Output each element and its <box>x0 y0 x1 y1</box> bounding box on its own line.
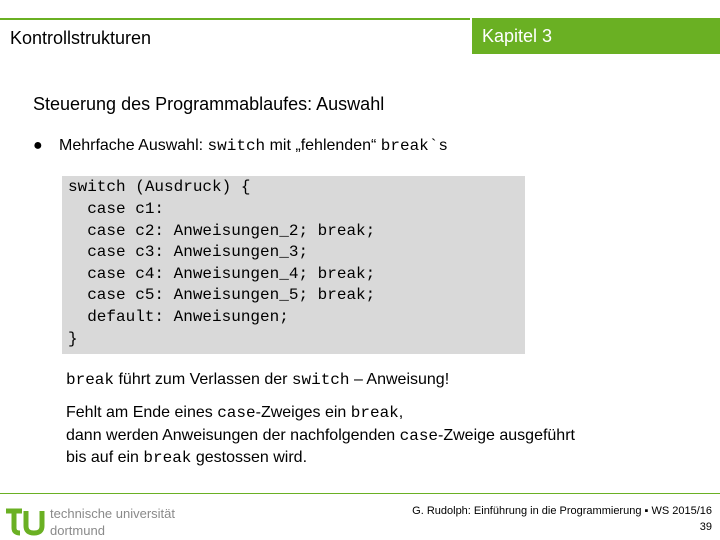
note-keyword-switch: switch <box>291 371 350 389</box>
university-name <box>50 505 175 539</box>
code-line: case c2: Anweisungen_2; break; <box>68 222 376 240</box>
note-keyword-break: break <box>143 449 192 467</box>
note-text: gestossen wird. <box>195 449 308 466</box>
slide-title: Steuerung des Programmablaufes: Auswahl <box>33 94 385 114</box>
note-text: bis auf ein <box>66 449 139 466</box>
note-fallthrough <box>66 402 575 470</box>
tu-logo-icon <box>4 504 46 536</box>
university-line1: technische universität <box>50 506 176 521</box>
bullet-prefix: Mehrfache Auswahl: <box>59 137 204 154</box>
header-title: Kontrollstrukturen <box>10 28 152 48</box>
header-title-bar <box>0 18 470 54</box>
code-line: case c1: <box>68 200 165 218</box>
note-text: dann werden Anweisungen der nachfolgenden <box>66 426 396 444</box>
code-line: } <box>68 330 78 348</box>
note-text: -Zweiges ein <box>255 404 347 421</box>
note-text: -Zweige ausgeführt <box>438 426 575 444</box>
code-line: case c3: Anweisungen_3; <box>68 243 309 261</box>
note-text: führt zum Verlassen der <box>118 371 288 388</box>
chapter-bar <box>472 18 720 54</box>
chapter-label: Kapitel 3 <box>482 26 553 46</box>
code-line: case c5: Anweisungen_5; break; <box>68 286 376 304</box>
bullet-point <box>33 137 448 155</box>
note-text: – Anweisung! <box>353 371 450 388</box>
note-keyword-case: case <box>399 426 439 445</box>
page-number: 39 <box>699 521 712 533</box>
bullet-dot-icon: ● <box>33 137 43 154</box>
code-line: case c4: Anweisungen_4; break; <box>68 265 376 283</box>
code-line: switch (Ausdruck) { <box>68 178 251 196</box>
footer-credit: G. Rudolph: Einführung in die Programmierung ▪ WS 2015/16 <box>412 505 712 517</box>
note-keyword-break: break <box>350 404 399 422</box>
note-keyword-case: case <box>217 404 256 422</box>
footer-divider <box>0 493 720 494</box>
note-text: Fehlt am Ende eines <box>66 404 213 421</box>
bullet-keyword-switch: switch <box>207 137 266 155</box>
code-block <box>62 176 525 354</box>
bullet-keyword-break: break`s <box>380 137 448 155</box>
note-break-exits <box>66 371 449 389</box>
note-text: , <box>398 404 404 421</box>
code-line: default: Anweisungen; <box>68 308 289 326</box>
note-keyword-break: break <box>66 371 115 389</box>
university-line2: dortmund <box>50 523 105 538</box>
bullet-middle: mit „fehlenden“ <box>269 137 377 154</box>
